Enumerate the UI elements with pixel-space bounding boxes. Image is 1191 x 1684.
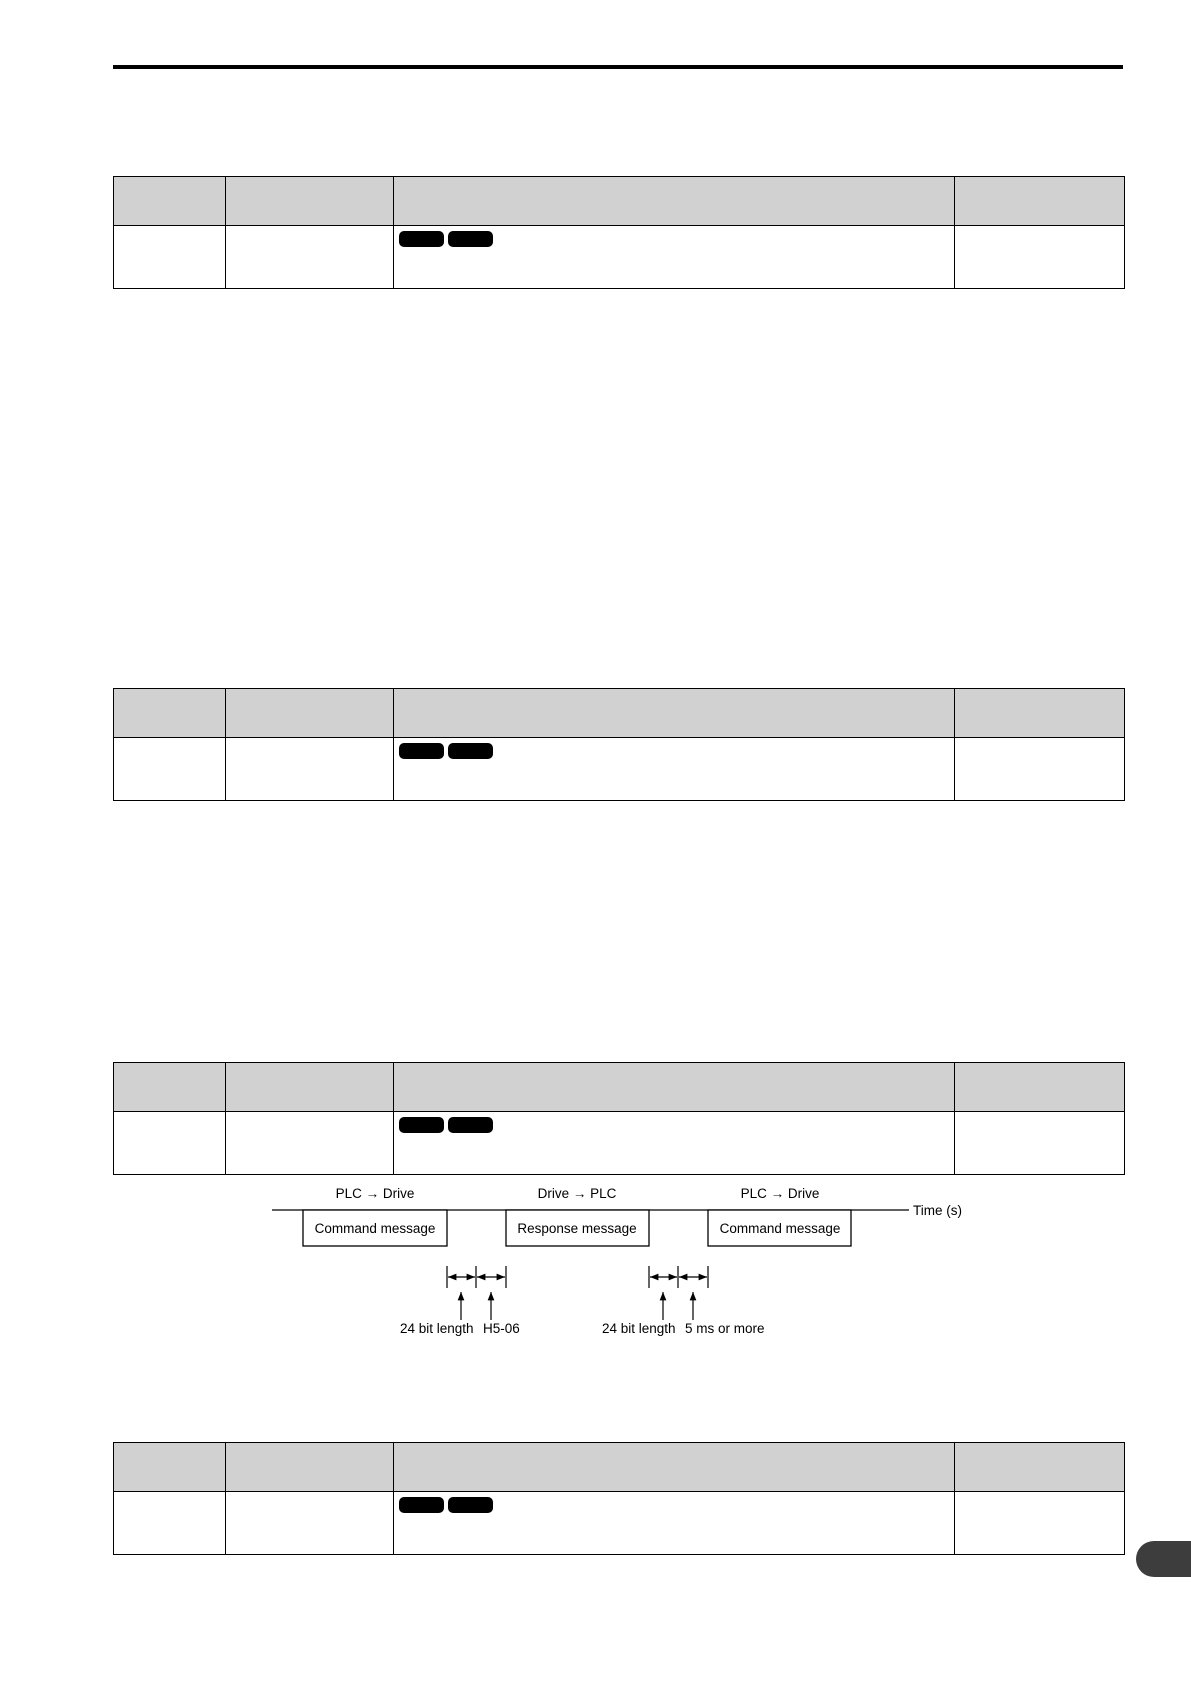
table-cell <box>955 738 1125 801</box>
description-cell <box>394 738 955 801</box>
header-cell <box>955 1063 1125 1112</box>
table-cell <box>114 1112 226 1175</box>
parameter-table-1 <box>113 176 1125 289</box>
gap-dimension-2 <box>649 1266 708 1320</box>
table-row <box>114 1112 1125 1175</box>
table-header-row <box>114 177 1125 226</box>
header-rule <box>113 65 1123 69</box>
header-cell <box>394 1063 955 1112</box>
control-mode-badge <box>399 1497 444 1513</box>
table-cell <box>955 226 1125 289</box>
gap-label: 5 ms or more <box>685 1321 765 1336</box>
table-row <box>114 738 1125 801</box>
description-cell <box>394 1492 955 1555</box>
message-box-label: Command message <box>719 1221 841 1236</box>
header-cell <box>394 689 955 738</box>
control-mode-badge <box>448 231 493 247</box>
control-mode-badge <box>399 1117 444 1133</box>
header-cell <box>394 1443 955 1492</box>
message-box-label: Command message <box>314 1221 436 1236</box>
table-cell <box>114 226 226 289</box>
parameter-table-4 <box>113 1442 1125 1555</box>
parameter-table-3 <box>113 1062 1125 1175</box>
table-cell <box>226 226 394 289</box>
description-cell <box>394 226 955 289</box>
table-row <box>114 1492 1125 1555</box>
table-header-row <box>114 1063 1125 1112</box>
header-cell <box>226 1063 394 1112</box>
header-cell <box>114 1443 226 1492</box>
gap-label: 24 bit length <box>602 1321 676 1336</box>
table-header-row <box>114 689 1125 738</box>
header-cell <box>955 177 1125 226</box>
control-mode-badge <box>399 743 444 759</box>
direction-label: Drive → PLC <box>537 1186 617 1201</box>
message-box-label: Response message <box>517 1221 637 1236</box>
parameter-table-2 <box>113 688 1125 801</box>
table-cell <box>226 1112 394 1175</box>
table-header-row <box>114 1443 1125 1492</box>
direction-label: PLC → Drive <box>335 1186 415 1201</box>
gap-dimension-1 <box>447 1266 506 1320</box>
gap-label: H5-06 <box>483 1321 520 1336</box>
control-mode-badge <box>448 1497 493 1513</box>
header-cell <box>114 689 226 738</box>
table-cell <box>226 1492 394 1555</box>
table-row <box>114 226 1125 289</box>
table-cell <box>955 1492 1125 1555</box>
header-cell <box>394 177 955 226</box>
communication-timing-diagram <box>260 1180 1000 1350</box>
header-cell <box>955 1443 1125 1492</box>
header-cell <box>114 177 226 226</box>
control-mode-badge <box>448 743 493 759</box>
table-cell <box>226 738 394 801</box>
control-mode-badge <box>399 231 444 247</box>
header-cell <box>226 689 394 738</box>
table-cell <box>114 738 226 801</box>
table-cell <box>955 1112 1125 1175</box>
table-cell <box>114 1492 226 1555</box>
chapter-edge-tab <box>1136 1541 1191 1577</box>
header-cell <box>226 1443 394 1492</box>
header-cell <box>226 177 394 226</box>
header-cell <box>955 689 1125 738</box>
time-axis-label: Time (s) <box>913 1203 962 1218</box>
control-mode-badge <box>448 1117 493 1133</box>
description-cell <box>394 1112 955 1175</box>
gap-label: 24 bit length <box>400 1321 474 1336</box>
direction-label: PLC → Drive <box>740 1186 820 1201</box>
header-cell <box>114 1063 226 1112</box>
